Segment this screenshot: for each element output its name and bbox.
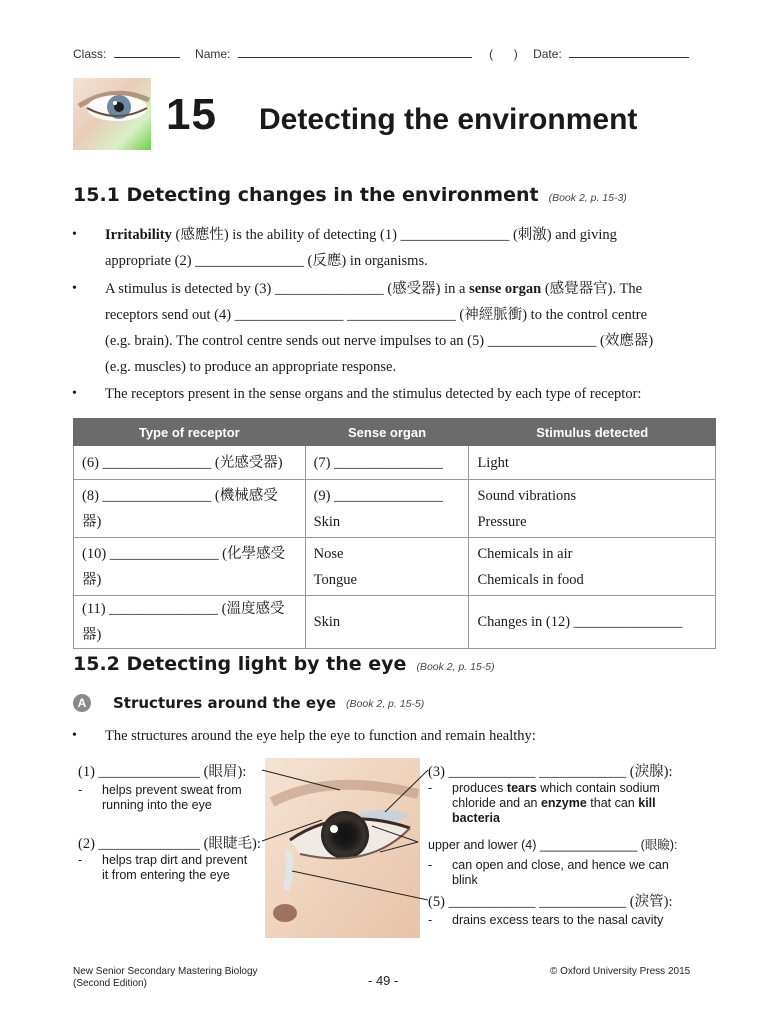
bullet-line: receptors send out (4) _______________ _______________ (神經脈衝) to the control centre — [105, 307, 648, 323]
eyebrow-desc-1: helps prevent sweat from — [102, 783, 242, 797]
date-label: Date: — [533, 47, 562, 61]
bullet-dot: • — [72, 281, 77, 296]
bullet-stimulus — [105, 276, 642, 302]
footer-copyright: © Oxford University Press 2015 — [550, 966, 691, 977]
stimulus-cell — [469, 538, 716, 596]
receptor-cell[interactable] — [74, 538, 306, 596]
stimulus-cell — [469, 480, 716, 538]
section-2-title: 15.2 Detecting light by the eye — [73, 653, 407, 675]
stimulus-cell[interactable] — [469, 596, 716, 649]
section-2-heading — [73, 653, 495, 675]
bullet-dot: • — [72, 386, 77, 401]
col-header-organ: Sense organ — [305, 419, 469, 446]
chapter-title: Detecting the environment — [259, 103, 638, 136]
bullet-receptors: The receptors present in the sense organs and the stimulus detected by each type of receptor: — [105, 386, 642, 402]
section-1-title: 15.1 Detecting changes in the environment — [73, 184, 539, 206]
chapter-number: 15 — [166, 90, 217, 139]
cell-text: (6) _______________ (光感受器) — [82, 454, 283, 471]
dash: - — [78, 783, 83, 797]
cell-text: Skin — [313, 614, 341, 630]
organ-cell[interactable] — [305, 480, 469, 538]
cell-text: (10) _______________ (化學感受器) — [82, 545, 285, 588]
dash: - — [428, 781, 433, 795]
eyelashes-desc-2: it from entering the eye — [102, 868, 230, 882]
eyelashes-desc-1: helps trap dirt and prevent — [102, 853, 248, 867]
label-tear-gland[interactable]: (3) ____________ ____________ (淚腺): — [428, 764, 673, 780]
tear-duct-desc: drains excess tears to the nasal cavity — [452, 913, 664, 927]
class-label: Class: — [73, 47, 107, 61]
eyebrow-desc-2: running into the eye — [102, 798, 212, 812]
label-eyelids[interactable]: upper and lower (4) ______________ (眼瞼): — [428, 838, 678, 852]
table-header-row — [74, 419, 716, 446]
cell-text: Nose — [313, 545, 344, 562]
label-tear-duct[interactable]: (5) ____________ ____________ (淚管): — [428, 894, 673, 910]
bullet-dot: • — [72, 728, 77, 743]
section-2-ref: (Book 2, p. 15-5) — [416, 661, 495, 673]
name-field[interactable] — [238, 46, 472, 58]
cell-text: Sound vibrations — [477, 487, 577, 504]
date-field[interactable] — [569, 46, 689, 58]
worksheet-header — [73, 46, 689, 61]
footer-book-line-2: (Second Edition) — [73, 978, 147, 989]
receptor-table — [73, 418, 716, 649]
receptor-cell[interactable] — [74, 446, 306, 480]
class-number-field[interactable] — [496, 47, 510, 58]
paren-open: ( — [489, 47, 494, 61]
subsection-a-title: Structures around the eye — [113, 694, 337, 713]
cell-text: (8) _______________ (機械感受器) — [82, 487, 278, 530]
receptor-cell[interactable] — [74, 480, 306, 538]
stimulus-cell — [469, 446, 716, 480]
bullet-text: (感覺器官). The — [541, 281, 643, 297]
eye-highlight — [330, 825, 338, 833]
bullet-irritability — [105, 222, 617, 248]
cell-text: Pressure — [477, 513, 527, 530]
bullet-line: (e.g. brain). The control centre sends out nerve impulses to an (5) _______________ (效應器) — [105, 333, 654, 349]
bullet-dot: • — [72, 227, 77, 242]
organ-cell[interactable] — [305, 446, 469, 480]
name-label: Name: — [195, 47, 231, 61]
dash: - — [428, 913, 433, 927]
tear-duct-shape — [286, 850, 290, 890]
organ-cell — [305, 596, 469, 649]
label-eyelashes[interactable]: (2) ______________ (眼睫毛): — [78, 836, 261, 852]
table-row — [74, 480, 716, 538]
page-number: - 49 - — [368, 973, 399, 988]
footer-book-line-1: New Senior Secondary Mastering Biology — [73, 966, 258, 977]
table-row — [74, 596, 716, 649]
class-field[interactable] — [114, 46, 180, 58]
label-eyebrow[interactable]: (1) ______________ (眼眉): — [78, 764, 247, 780]
table-row — [74, 538, 716, 596]
dash: - — [428, 858, 433, 872]
organ-cell — [305, 538, 469, 596]
subsection-letter-badge: A — [73, 694, 91, 712]
cell-text: (9) _______________ — [313, 487, 443, 504]
cell-text: Light — [477, 454, 509, 471]
chapter-eye-image — [73, 78, 151, 150]
paren-close: ) — [513, 47, 518, 61]
cell-text: Chemicals in food — [477, 571, 584, 588]
tear-gland-desc-1: produces tears which contain sodium — [452, 781, 660, 795]
bullet-structures: The structures around the eye help the eye to function and remain healthy: — [105, 728, 536, 744]
cell-text: Chemicals in air — [477, 545, 573, 562]
tear-gland-desc-3: bacteria — [452, 811, 500, 825]
bullet-line: (e.g. muscles) to produce an appropriate response. — [105, 359, 397, 375]
term-irritability: Irritability — [105, 227, 172, 243]
subsection-a-ref: (Book 2, p. 15-5) — [346, 698, 425, 710]
bullet-text: A stimulus is detected by (3) _______________ (感受器) in a — [105, 281, 470, 297]
receptor-cell[interactable] — [74, 596, 306, 649]
tear-gland-desc-2: chloride and an enzyme that can kill — [452, 796, 656, 810]
cell-text: Tongue — [313, 571, 357, 588]
section-1-heading — [73, 184, 627, 206]
eyelids-desc-2: blink — [452, 873, 478, 887]
subsection-a-heading — [73, 694, 424, 712]
bullet-line: appropriate (2) _______________ (反應) in organisms. — [105, 253, 428, 269]
bullet-text: (感應性) is the ability of detecting (1) _______________ (刺激) and giving — [171, 227, 617, 243]
nostril-shape — [273, 904, 297, 922]
cell-text: Skin — [313, 513, 341, 530]
section-1-ref: (Book 2, p. 15-3) — [548, 192, 627, 204]
cell-text: Changes in (12) _______________ — [477, 614, 683, 630]
table-row — [74, 446, 716, 480]
cell-text: (11) _______________ (溫度感受器) — [82, 601, 285, 643]
eyelids-desc-1: can open and close, and hence we can — [452, 858, 669, 872]
term-sense-organ: sense organ — [469, 281, 542, 297]
col-header-stimulus: Stimulus detected — [469, 419, 716, 446]
cell-text: (7) _______________ — [313, 454, 443, 471]
col-header-receptor: Type of receptor — [74, 419, 306, 446]
dash: - — [78, 853, 83, 867]
